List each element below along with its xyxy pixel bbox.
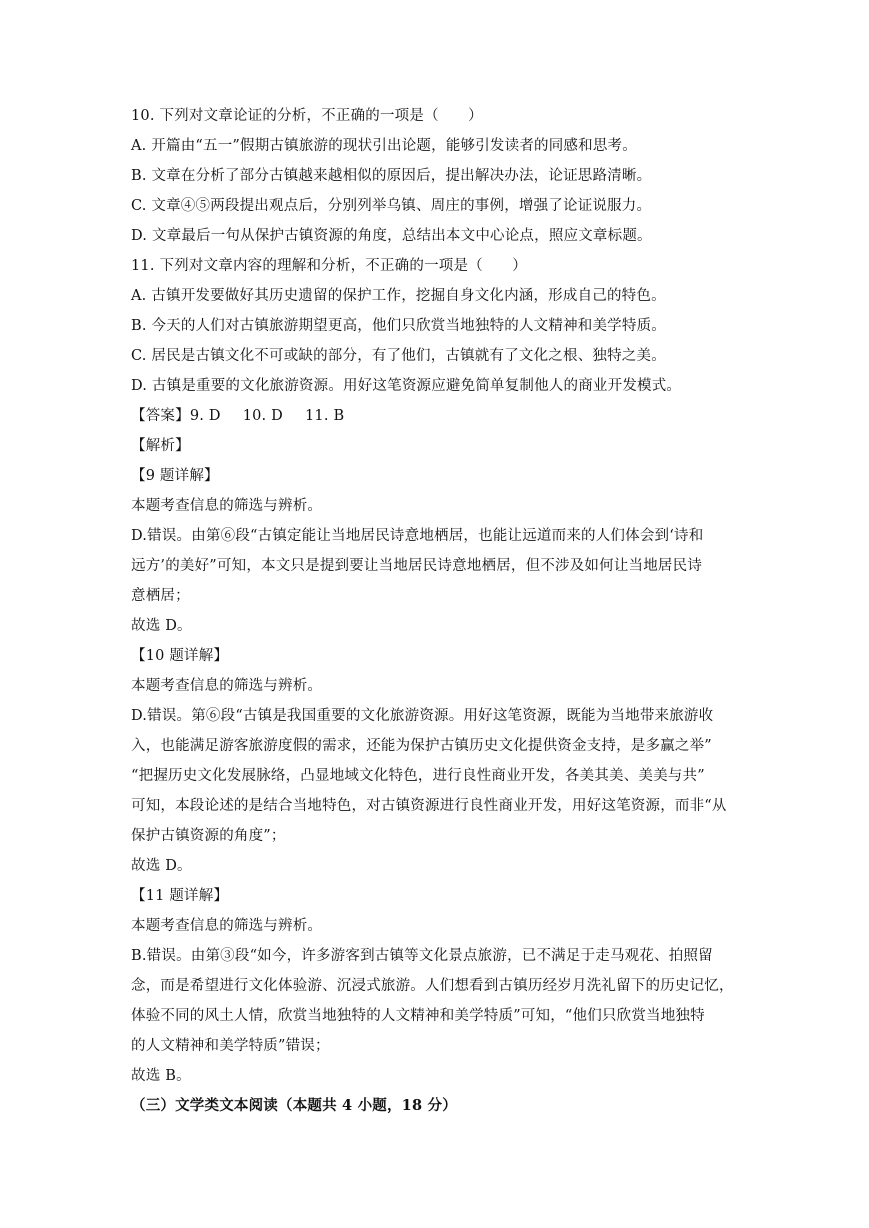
question-11-option-b: B. 今天的人们对古镇旅游期望更高，他们只欣赏当地独特的人文精神和美学特质。 xyxy=(131,318,666,334)
q10-detail-line: 入，也能满足游客旅游度假的需求，还能为保护古镇历史文化提供资金支持，是多赢之举” xyxy=(131,738,712,754)
q11-detail-line: 体验不同的风土人情，欣赏当地独特的人文精神和美学特质”可知，“他们只欣赏当地独特 xyxy=(131,1008,705,1024)
q11-detail-conclusion: 故选 B。 xyxy=(131,1068,191,1084)
q9-detail-heading: 【9 题详解】 xyxy=(131,468,219,484)
q9-detail-conclusion: 故选 D。 xyxy=(131,618,192,634)
q10-detail-intro: 本题考查信息的筛选与辨析。 xyxy=(131,678,323,694)
question-10-option-a: A. 开篇由“五一”假期古镇旅游的现状引出论题，能够引发读者的同感和思考。 xyxy=(131,138,637,154)
question-11-option-a: A. 古镇开发要做好其历史遗留的保护工作，挖掘自身文化内涵，形成自己的特色。 xyxy=(131,288,666,304)
answer-label: 【答案】 xyxy=(131,408,190,424)
q11-detail-line: 的人文精神和美学特质”错误； xyxy=(131,1038,330,1054)
question-11-option-c: C. 居民是古镇文化不可或缺的部分，有了他们，古镇就有了文化之根、独特之美。 xyxy=(131,348,666,364)
q10-detail-conclusion: 故选 D。 xyxy=(131,858,192,874)
q10-detail-line: 保护古镇资源的角度”； xyxy=(131,828,286,844)
answer-item: 9. D xyxy=(189,408,221,424)
question-10-stem: 10. 下列对文章论证的分析，不正确的一项是（ ） xyxy=(131,108,483,124)
question-10-option-c: C. 文章④⑤两段提出观点后，分别列举乌镇、周庄的事例，增强了论证说服力。 xyxy=(131,198,652,214)
question-11-stem: 11. 下列对文章内容的理解和分析，不正确的一项是（ ） xyxy=(131,258,527,274)
q10-detail-line: D.错误。第⑥段“古镇是我国重要的文化旅游资源。用好这笔资源，既能为当地带来旅游收 xyxy=(131,708,714,724)
q10-detail-line: “把握历史文化发展脉络，凸显地域文化特色，进行良性商业开发，各美其美、美美与共” xyxy=(131,768,705,784)
q10-detail-heading: 【10 题详解】 xyxy=(131,648,229,664)
answer-item: 10. D xyxy=(242,408,283,424)
q10-detail-line: 可知，本段论述的是结合当地特色，对古镇资源进行良性商业开发，用好这笔资源，而非“从 xyxy=(131,798,727,814)
q9-detail-line: D.错误。由第⑥段“古镇定能让当地居民诗意地栖居，也能让远道而来的人们体会到‘诗和 xyxy=(131,528,704,544)
question-10-option-d: D. 文章最后一句从保护古镇资源的角度，总结出本文中心论点，照应文章标题。 xyxy=(131,228,652,244)
section-title: （三）文学类文本阅读（本题共 4 小题，18 分） xyxy=(131,1097,457,1114)
q11-detail-heading: 【11 题详解】 xyxy=(131,888,229,904)
question-11-option-d: D. 古镇是重要的文化旅游资源。用好这笔资源应避免简单复制他人的商业开发模式。 xyxy=(131,378,682,394)
q9-detail-line: 远方’的美好”可知，本文只是提到要让当地居民诗意地栖居，但不涉及如何让当地居民诗 xyxy=(131,558,703,574)
answer-item: 11. B xyxy=(304,408,345,424)
answer-line xyxy=(131,406,741,426)
q11-detail-line: B.错误。由第③段“如今，许多游客到古镇等文化景点旅游，已不满足于走马观花、拍照留 xyxy=(131,948,713,964)
analysis-heading: 【解析】 xyxy=(131,438,190,454)
q9-detail-line: 意栖居； xyxy=(131,588,190,604)
q9-detail-intro: 本题考查信息的筛选与辨析。 xyxy=(131,498,323,514)
question-10-option-b: B. 文章在分析了部分古镇越来越相似的原因后，提出解决办法，论证思路清晰。 xyxy=(131,168,652,184)
q11-detail-intro: 本题考查信息的筛选与辨析。 xyxy=(131,918,323,934)
q11-detail-line: 念，而是希望进行文化体验游、沉浸式旅游。人们想看到古镇历经岁月洗礼留下的历史记忆， xyxy=(131,978,734,994)
